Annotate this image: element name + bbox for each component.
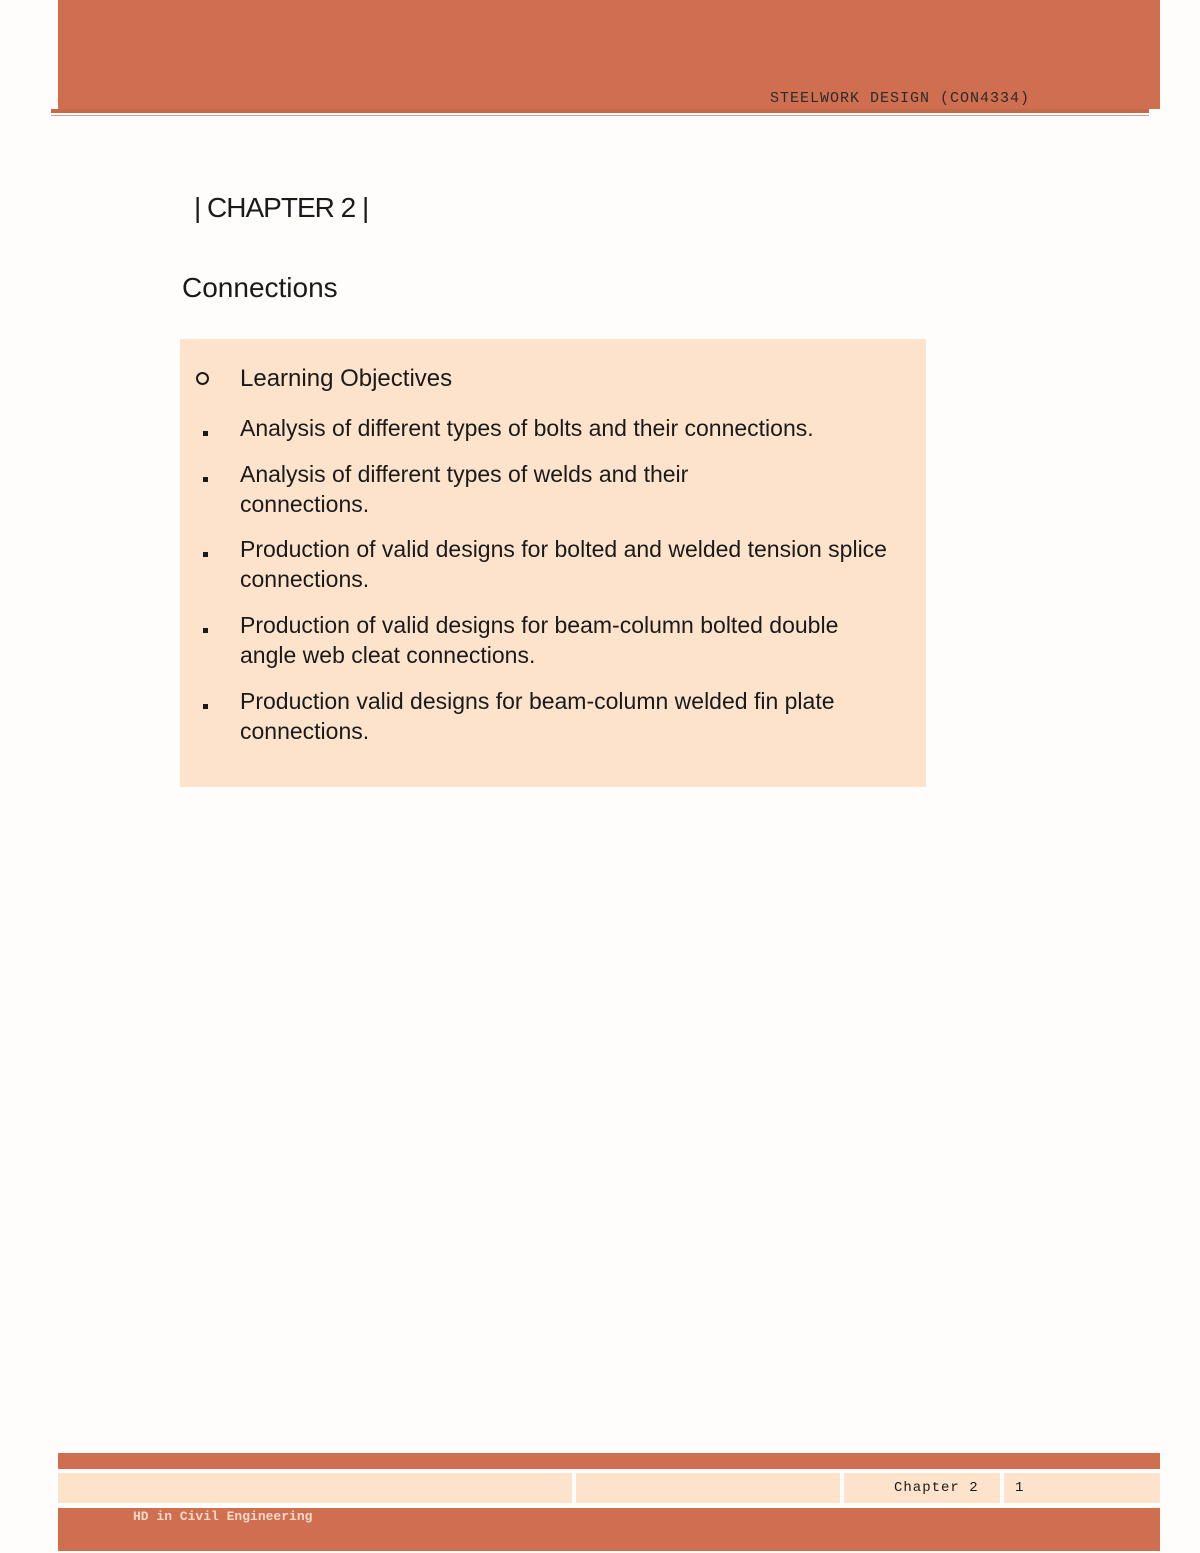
objective-item: Production of valid designs for beam-column bolted double angle web cleat connections. <box>240 612 839 668</box>
objective-item: Production of valid designs for bolted and welded tension splice connections. <box>240 536 887 592</box>
square-bullet-icon <box>203 477 208 482</box>
document-header-title: STEELWORK DESIGN (CON4334) <box>770 90 1031 107</box>
footer-page-cell <box>1004 1473 1160 1503</box>
circle-bullet-icon <box>196 372 209 385</box>
footer-cell <box>576 1473 840 1503</box>
header-rule <box>51 109 1149 113</box>
header-rule-thin <box>51 115 1149 116</box>
footer-band-top <box>58 1453 1160 1469</box>
objective-item: Production valid designs for beam-column welded fin plate connections. <box>240 688 835 744</box>
square-bullet-icon <box>203 431 208 436</box>
learning-objectives-heading: Learning Objectives <box>240 365 453 392</box>
footer-chapter: Chapter 2 <box>894 1480 979 1496</box>
objective-item: Analysis of different types of welds and their connections. <box>240 461 689 517</box>
chapter-title: Connections <box>182 272 338 303</box>
objective-item: Analysis of different types of bolts and their connections. <box>240 415 814 441</box>
square-bullet-icon <box>203 552 208 557</box>
footer-cell <box>58 1473 572 1503</box>
chapter-label: | CHAPTER 2 | <box>194 192 369 223</box>
square-bullet-icon <box>203 628 208 633</box>
square-bullet-icon <box>203 704 208 709</box>
footer-course-name: HD in Civil Engineering <box>133 1509 313 1524</box>
page-number: 1 <box>1015 1480 1024 1496</box>
